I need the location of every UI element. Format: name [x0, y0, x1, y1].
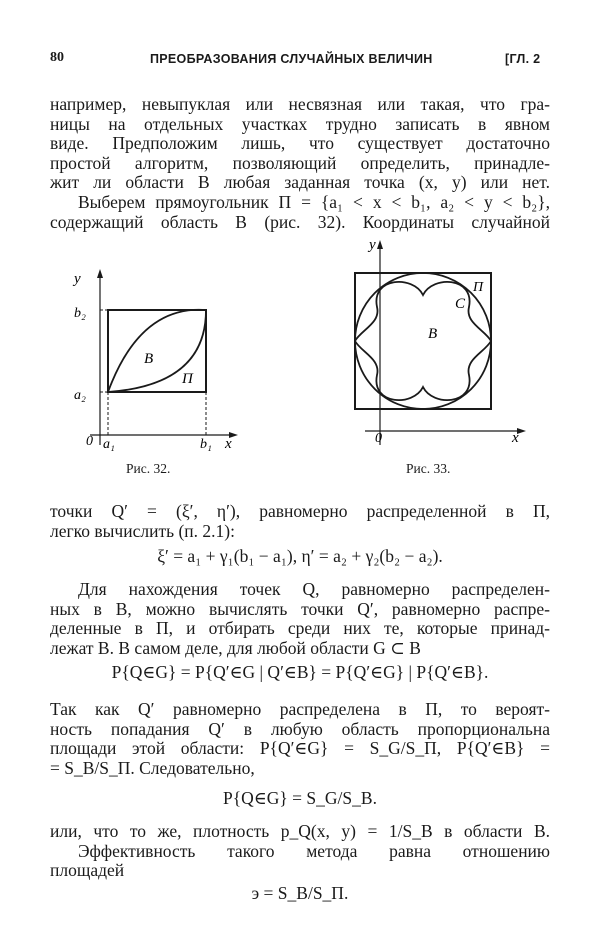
text-line: простой алгоритм, позволяющий определить, принадле- — [50, 152, 550, 173]
b1-label: b₁ — [200, 437, 212, 452]
b-label: B — [428, 326, 438, 342]
y-axis-arrow — [377, 240, 383, 249]
text-line: ницы на отдельных участках трудно записать в явном — [50, 113, 550, 134]
a2-label: a₂ — [74, 388, 86, 403]
pi-label: Π — [473, 280, 484, 295]
paragraph-2 — [50, 193, 550, 232]
text-line: виде. Предположим лишь, что существует достаточно — [50, 133, 550, 153]
caption-fig32: Рис. 32. — [126, 461, 171, 476]
running-title: ПРЕОБРАЗОВАНИЯ СЛУЧАЙНЫХ ВЕЛИЧИН — [150, 52, 433, 66]
figure-33 — [325, 235, 535, 450]
a1-label: a₁ — [103, 437, 115, 452]
formula-3: P{Q∈G} = S_G/S_B. — [223, 788, 377, 808]
y-axis-arrow — [97, 269, 103, 278]
formula-2: P{Q∈G} = P{Q′∈G | Q′∈B} = P{Q′∈G} | P{Q′∈B}. — [111, 662, 489, 682]
caption-fig33: Рис. 33. — [406, 461, 451, 476]
origin-label: 0 — [86, 434, 93, 449]
figure-32 — [60, 265, 250, 455]
text-line: ных в B, можно вычислять точки Q′, равномерно распре- — [50, 598, 550, 619]
text-line: ность попадания Q′ в любую область пропорциональна — [50, 718, 550, 739]
text-line: лежат B. В самом деле, для любой области G ⊂ B — [50, 637, 421, 658]
b-label: B — [144, 351, 154, 367]
text-line: жит ли области B любая заданная точка (x, y) или нет. — [50, 172, 550, 192]
text-line: Выберем прямоугольник Π = {a₁ < x < b₁, a₂ < y < b₂}, — [78, 192, 550, 212]
x-label: x — [225, 436, 232, 452]
text-line: Для нахождения точек Q, равномерно распределен- — [78, 579, 550, 599]
formula-1: ξ′ = a₁ + γ₁(b₁ − a₁), η′ = a₂ + γ₂(b₂ − a₂). — [157, 546, 443, 566]
y-label: y — [369, 237, 376, 253]
origin-label: 0 — [375, 431, 382, 446]
paragraph-3 — [50, 502, 550, 541]
chapter-ref: [ГЛ. 2 — [505, 52, 541, 66]
text-line: или, что то же, плотность p_Q(x, y) = 1/S_B в области B. — [50, 821, 550, 841]
paragraph-6 — [50, 822, 550, 881]
formula-4: э = S_B/S_Π. — [251, 883, 349, 903]
text-line: легко вычислить (п. 2.1): — [50, 520, 235, 541]
pi-label: Π — [182, 371, 193, 387]
paragraph-5 — [50, 700, 550, 778]
page-number: 80 — [50, 50, 64, 65]
text-line: содержащий область B (рис. 32). Координаты случайной — [50, 211, 550, 232]
paragraph-4 — [50, 580, 550, 658]
text-line: площади этой области: P{Q′∈G} = S_G/S_Π, P{Q′∈B} = — [50, 738, 550, 758]
text-line: Эффективность такого метода равна отношению — [78, 840, 550, 861]
region-b — [355, 282, 491, 400]
y-label: y — [74, 271, 81, 287]
text-line: = S_B/S_Π. Следовательно, — [50, 757, 255, 778]
b2-label: b₂ — [74, 306, 86, 321]
paragraph-1 — [50, 95, 550, 193]
c-label: C — [455, 296, 466, 312]
text-line: площадей — [50, 860, 125, 880]
text-line: например, невыпуклая или несвязная или такая, что гра- — [50, 94, 550, 114]
text-line: Так как Q′ равномерно распределена в Π, то вероят- — [50, 699, 550, 719]
text-line: деленные в Π, и отбирать среди них те, которые принад- — [50, 618, 550, 638]
text-line: точки Q′ = (ξ′, η′), равномерно распределенной в Π, — [50, 501, 550, 521]
x-label: x — [512, 430, 519, 446]
